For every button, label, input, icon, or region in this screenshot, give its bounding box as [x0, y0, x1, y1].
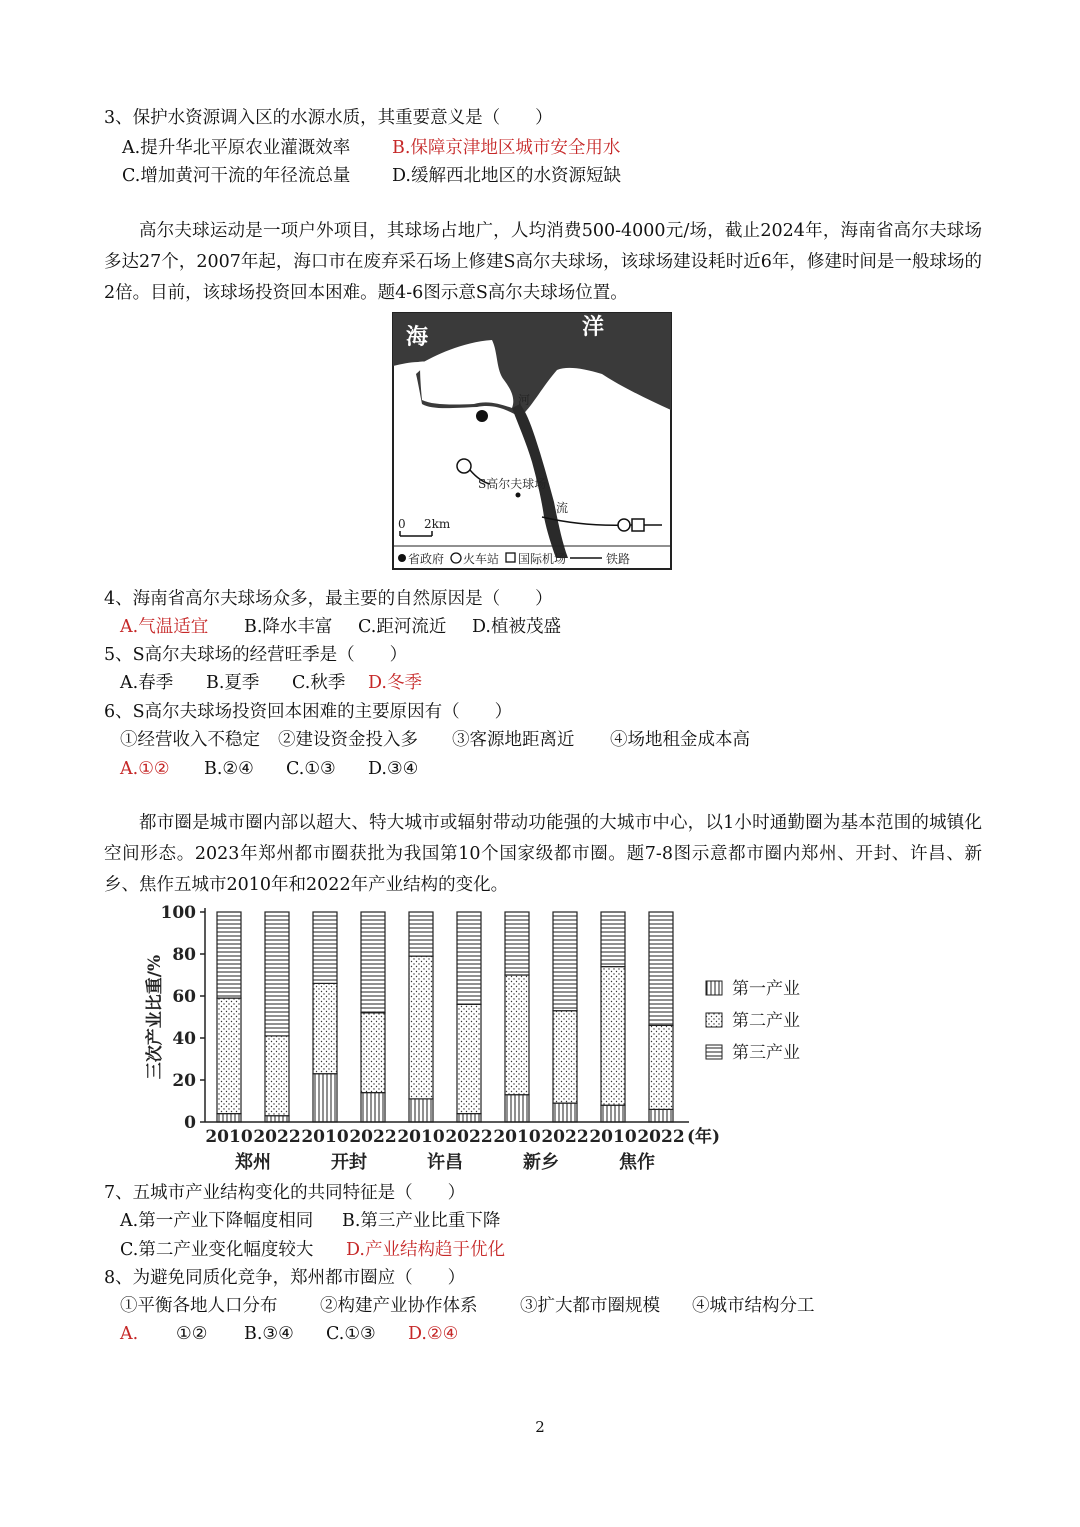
- bar-secondary-0: [217, 998, 241, 1114]
- q7-option-c: C.第二产业变化幅度较大: [120, 1240, 314, 1260]
- q6-option-a: A.①②: [120, 759, 170, 779]
- passage-golf: [104, 216, 982, 309]
- q4-option-d: D.植被茂盛: [472, 617, 561, 637]
- bar-tertiary-6: [505, 912, 529, 975]
- legend-airport-label: 国际机场: [518, 552, 567, 566]
- passage-golf-text: 高尔夫球运动是一项户外项目，其球场占地广，人均消费500-4000元/场，截止2024年，海南省高尔夫球场多达27个，2007年起，海口市在废弃采石场上修建S高尔夫球场，该球场建设耗时近6年，修建时间是一般球场的2倍。目前，该球场投资回本困难。题4-6图示意S高尔夫球场位置。: [104, 221, 982, 303]
- q4-options: [120, 617, 561, 638]
- passage-metro: [104, 808, 982, 901]
- q8-option-d: D.②④: [408, 1324, 459, 1344]
- bar-tertiary-9: [649, 912, 673, 1025]
- legend-gov-icon: [398, 554, 406, 562]
- q6-item-4: ④场地租金成本高: [610, 730, 750, 750]
- y-tick-label-0: 0: [184, 1113, 196, 1133]
- q6-option-b: B.②④: [204, 759, 254, 779]
- y-tick-label-80: 80: [172, 945, 196, 965]
- train-station-icon: [457, 459, 471, 473]
- map-river-label-top: 河: [518, 393, 531, 407]
- q8-option-a-items: ①②: [176, 1324, 208, 1344]
- map-sea-label-right: 洋: [582, 314, 605, 340]
- y-axis-label: 三次产业比重/%: [145, 954, 165, 1080]
- q6-item-1: ①经营收入不稳定: [120, 730, 260, 750]
- q6-option-c: C.①③: [286, 759, 336, 779]
- q5-options: [120, 673, 422, 694]
- q8-item-4: ④城市结构分工: [692, 1296, 815, 1316]
- bar-primary-5: [457, 1114, 481, 1122]
- q8-items: [120, 1296, 815, 1317]
- golf-course-point-icon: [516, 493, 521, 498]
- bar-primary-0: [217, 1114, 241, 1122]
- q5-option-c: C.秋季: [292, 673, 346, 693]
- legend-label-primary: 第一产业: [732, 979, 800, 999]
- bar-secondary-4: [409, 956, 433, 1099]
- q5-option-b: B.夏季: [206, 673, 260, 693]
- legend-swatch-primary: [706, 981, 722, 995]
- x-tick-label-6: 2010: [493, 1127, 541, 1147]
- axis-layer: [161, 903, 721, 1173]
- bar-primary-3: [361, 1093, 385, 1122]
- x-tick-label-8: 2010: [589, 1127, 637, 1147]
- q6-option-d: D.③④: [368, 759, 419, 779]
- x-tick-label-0: 2010: [205, 1127, 253, 1147]
- q3-stem: 3、保护水资源调入区的水源水质，其重要意义是（ ）: [104, 108, 553, 128]
- scale-zero-label: 0: [398, 517, 406, 531]
- bar-secondary-9: [649, 1025, 673, 1109]
- industry-structure-chart: [130, 895, 830, 1185]
- x-unit-label: (年): [687, 1127, 721, 1147]
- airport-icon: [632, 519, 644, 531]
- q8-stem: 8、为避免同质化竞争，郑州都市圈应（ ）: [104, 1268, 466, 1288]
- bar-primary-4: [409, 1099, 433, 1122]
- q6-items: [120, 730, 750, 751]
- bar-secondary-8: [601, 967, 625, 1106]
- q8-options: [120, 1324, 458, 1345]
- q3-option-d: D.缓解西北地区的水资源短缺: [392, 166, 621, 186]
- q8-option-b: B.③④: [244, 1324, 294, 1344]
- x-tick-label-4: 2010: [397, 1127, 445, 1147]
- map-river-label-bottom: 流: [556, 501, 569, 515]
- legend-label-secondary: 第二产业: [732, 1011, 800, 1031]
- q4-option-c: C.距河流近: [358, 617, 447, 637]
- q3-option-b: B.保障京津地区城市安全用水: [392, 138, 621, 158]
- legend-swatch-tertiary: [706, 1045, 722, 1059]
- x-tick-label-7: 2022: [541, 1127, 589, 1147]
- bar-tertiary-4: [409, 912, 433, 956]
- x-tick-label-2: 2010: [301, 1127, 349, 1147]
- bar-secondary-3: [361, 1013, 385, 1093]
- provincial-government-icon: [476, 410, 488, 422]
- bar-tertiary-0: [217, 912, 241, 998]
- bar-secondary-6: [505, 975, 529, 1095]
- bar-tertiary-2: [313, 912, 337, 983]
- y-tick-label-100: 100: [160, 903, 196, 923]
- x-tick-label-1: 2022: [253, 1127, 301, 1147]
- city-label-1: 开封: [331, 1152, 367, 1173]
- y-tick-label-60: 60: [172, 987, 196, 1007]
- bar-tertiary-1: [265, 912, 289, 1036]
- bar-primary-1: [265, 1116, 289, 1122]
- bar-tertiary-3: [361, 912, 385, 1013]
- passage-metro-text: 都市圈是城市圈内部以超大、特大城市或辐射带动功能强的大城市中心，以1小时通勤圈为基本范围的城镇化空间形态。2023年郑州都市圈获批为我国第10个国家级都市圈。题7-8图示意都市圈内郑州、开封、许昌、新乡、焦作五城市2010年和2022年产业结构的变化。: [104, 813, 982, 895]
- q4-option-a: A.气温适宜: [120, 617, 209, 637]
- bar-tertiary-7: [553, 912, 577, 1011]
- q6-stem: 6、S高尔夫球场投资回本困难的主要原因有（ ）: [104, 702, 513, 722]
- q6-item-3: ③客源地距离近: [452, 730, 575, 750]
- q8-item-3: ③扩大都市圈规模: [520, 1296, 660, 1316]
- bar-primary-2: [313, 1074, 337, 1122]
- q4-option-b: B.降水丰富: [244, 617, 333, 637]
- q7-options-row1: [120, 1211, 500, 1232]
- q5-option-a: A.春季: [120, 673, 174, 693]
- q7-option-b: B.第三产业比重下降: [342, 1211, 501, 1231]
- bar-primary-9: [649, 1109, 673, 1122]
- legend-airport-icon: [506, 553, 515, 562]
- q3-option-a: A.提升华北平原农业灌溉效率: [122, 138, 351, 158]
- legend-gov-label: 省政府: [408, 552, 445, 566]
- golf-course-map: [392, 312, 672, 570]
- q3-options-row1: [122, 138, 620, 159]
- city-label-3: 新乡: [523, 1152, 559, 1173]
- legend-station-label: 火车站: [463, 552, 500, 566]
- bar-secondary-1: [265, 1036, 289, 1116]
- q6-options: [120, 759, 418, 780]
- bar-secondary-5: [457, 1004, 481, 1113]
- x-tick-label-9: 2022: [637, 1127, 685, 1147]
- q7-stem: 7、五城市产业结构变化的共同特征是（ ）: [104, 1183, 466, 1203]
- x-tick-label-3: 2022: [349, 1127, 397, 1147]
- map-sea-label-left: 海: [406, 324, 429, 350]
- bar-tertiary-5: [457, 912, 481, 1004]
- q5-option-d: D.冬季: [368, 673, 422, 693]
- page-number: 2: [535, 1418, 545, 1436]
- bar-primary-8: [601, 1105, 625, 1122]
- q8-option-a: A.: [120, 1324, 139, 1344]
- q4-stem: 4、海南省高尔夫球场众多，最主要的自然原因是（ ）: [104, 589, 553, 609]
- legend-rail-label: 铁路: [606, 552, 631, 566]
- q6-item-2: ②建设资金投入多: [278, 730, 418, 750]
- q7-options-row2: [120, 1240, 505, 1261]
- bar-primary-7: [553, 1103, 577, 1122]
- bar-secondary-7: [553, 1011, 577, 1103]
- bar-secondary-2: [313, 983, 337, 1073]
- y-tick-label-20: 20: [172, 1071, 196, 1091]
- bar-primary-6: [505, 1095, 529, 1122]
- train-station-east-icon: [618, 519, 630, 531]
- q8-item-2: ②构建产业协作体系: [320, 1296, 478, 1316]
- city-label-0: 郑州: [235, 1152, 271, 1173]
- q7-option-d: D.产业结构趋于优化: [346, 1240, 505, 1260]
- city-label-2: 许昌: [427, 1152, 463, 1173]
- q7-option-a: A.第一产业下降幅度相同: [120, 1211, 314, 1231]
- y-tick-label-40: 40: [172, 1029, 196, 1049]
- bar-tertiary-8: [601, 912, 625, 967]
- q8-item-1: ①平衡各地人口分布: [120, 1296, 278, 1316]
- map-golf-label: S高尔夫球场: [478, 477, 547, 491]
- scale-km-label: 2km: [424, 517, 451, 531]
- q3-options-row2: [122, 166, 621, 187]
- city-label-4: 焦作: [619, 1152, 655, 1173]
- bars-layer: [217, 912, 673, 1122]
- x-tick-label-5: 2022: [445, 1127, 493, 1147]
- q3-option-c: C.增加黄河干流的年径流总量: [122, 166, 351, 186]
- q8-option-c: C.①③: [326, 1324, 376, 1344]
- legend-swatch-secondary: [706, 1013, 722, 1027]
- legend-station-icon: [451, 553, 461, 563]
- q5-stem: 5、S高尔夫球场的经营旺季是（ ）: [104, 645, 408, 665]
- legend-label-tertiary: 第三产业: [732, 1043, 800, 1063]
